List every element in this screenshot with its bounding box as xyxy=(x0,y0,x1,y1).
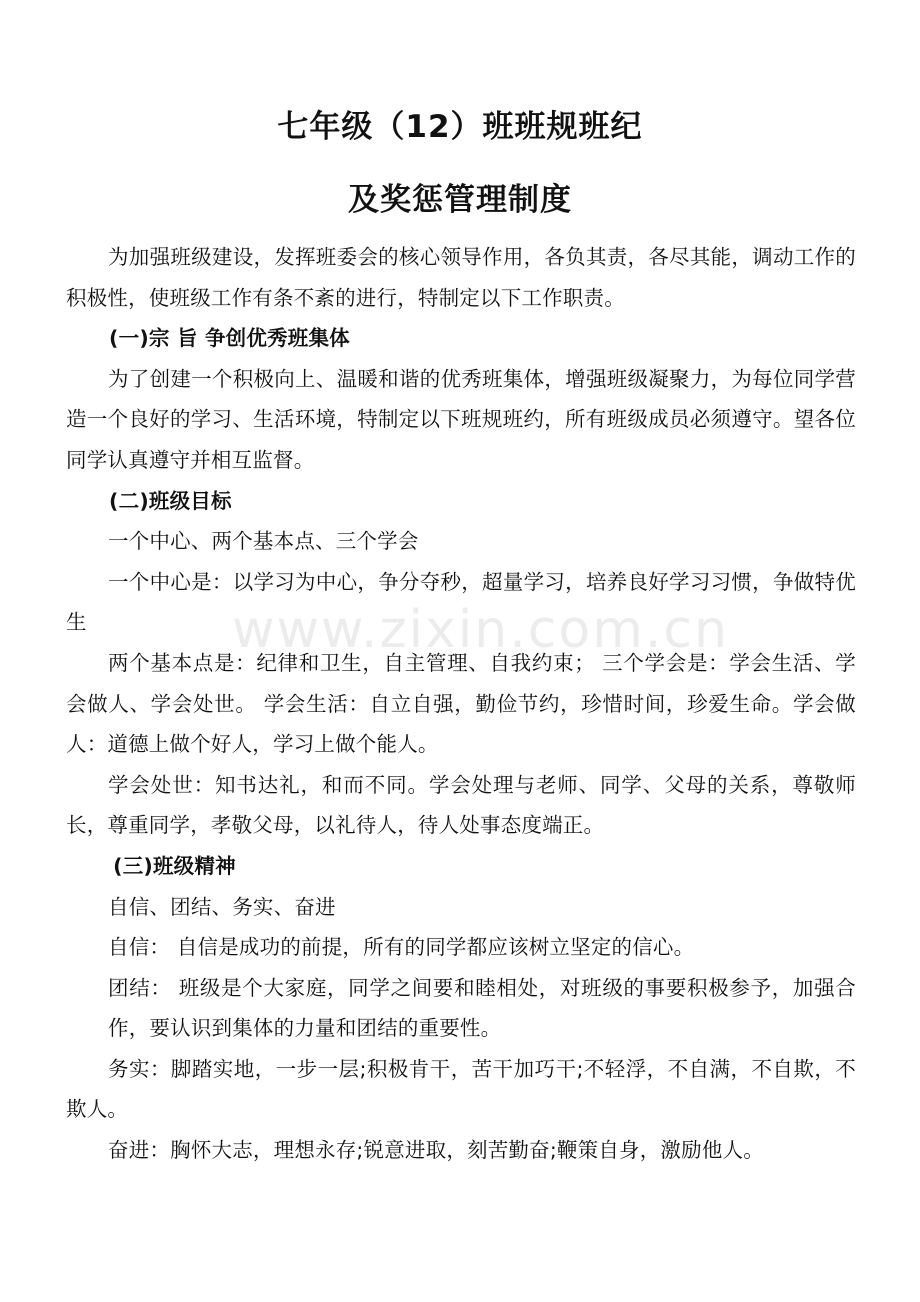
section-2-summary: 一个中心、两个基本点、三个学会 xyxy=(108,529,419,554)
section-3-summary: 自信、团结、务实、奋进 xyxy=(108,894,336,919)
section-2-world: 学会处世：知书达礼，和而不同。学会处理与老师、同学、父母的关系，尊敬师长，尊重同学，孝敬父母，以礼待人，待人处事态度端正。 xyxy=(66,772,856,838)
document-title-line-2: 及奖惩管理制度 xyxy=(348,182,572,218)
section-1-heading: (一)宗 旨 争创优秀班集体 xyxy=(109,326,350,351)
document-body xyxy=(66,237,856,1171)
section-2-heading: (二)班级目标 xyxy=(109,488,232,513)
section-3-practical: 务实：脚踏实地，一步一层;积极肯干，苦干加巧干;不轻浮，不自满，不自欺，不欺人。 xyxy=(66,1056,856,1122)
watermark: www.zixin.com.cn xyxy=(232,600,729,660)
document-title-line-1: 七年级（12）班班规班纪 xyxy=(277,109,643,145)
section-2-center: 一个中心是：以学习为中心，争分夺秒，超量学习，培养良好学习习惯，争做特优生 xyxy=(66,569,856,635)
section-1-paragraph: 为了创建一个积极向上、温暖和谐的优秀班集体，增强班级凝聚力，为每位同学营造一个良好的学习、生活环境，特制定以下班规班约，所有班级成员必须遵守。望各位同学认真遵守并相互监督。 xyxy=(66,366,856,472)
section-2-points: 两个基本点是：纪律和卫生，自主管理、自我约束； 三个学会是：学会生活、学会做人、学会处世。 学会生活：自立自强，勤俭节约，珍惜时间，珍爱生命。学会做人：道德上做个好人，学习上做个能人。 xyxy=(66,650,856,757)
section-3-progress: 奋进：胸怀大志，理想永存;锐意进取，刻苦勤奋;鞭策自身，激励他人。 xyxy=(108,1138,764,1163)
section-3-unity: 团结： 班级是个大家庭，同学之间要和睦相处，对班级的事要积极参予，加强合作，要认识到集体的力量和团结的重要性。 xyxy=(108,975,856,1041)
intro-paragraph: 为加强班级建设，发挥班委会的核心领导作用，各负其责，各尽其能，调动工作的积极性，使班级工作有条不紊的进行，特制定以下工作职责。 xyxy=(66,245,856,310)
section-3-confidence: 自信： 自信是成功的前提，所有的同学都应该树立坚定的信心。 xyxy=(108,935,695,960)
section-3-heading: (三)班级精神 xyxy=(113,853,236,878)
